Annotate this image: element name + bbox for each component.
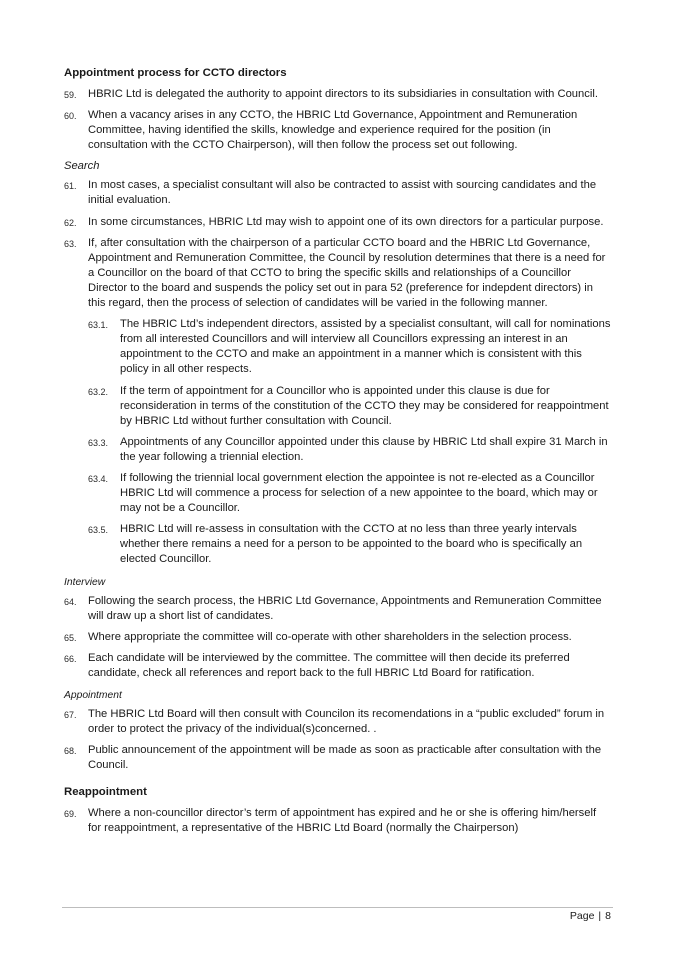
- paragraph-65: [64, 630, 612, 645]
- paragraph-number: 63.: [64, 238, 77, 249]
- paragraph-67: [64, 707, 612, 737]
- subparagraph-63-4: [64, 471, 612, 516]
- paragraph-61: [64, 178, 612, 208]
- paragraph-text: Following the search process, the HBRIC Ltd Governance, Appointments and Remuneration Committee will draw up a short list of candidates.: [88, 594, 602, 622]
- paragraph-text: When a vacancy arises in any CCTO, the HBRIC Ltd Governance, Appointment and Remuneration Committee, having identified the skills, knowledge and experience required for the position (in consultation with the CCTO Chairperson), will then follow the process set out following.: [88, 109, 578, 152]
- subparagraph-text: Appointments of any Councillor appointed under this clause by HBRIC Ltd shall expire 31 March in the year following a triennial election.: [120, 435, 608, 463]
- reappointment-heading: Reappointment: [64, 786, 147, 799]
- paragraph-number: 60.: [64, 111, 77, 122]
- paragraph-number: 62.: [64, 217, 77, 228]
- section-heading: Appointment process for CCTO directors: [64, 67, 287, 79]
- subparagraph-63-5: [64, 522, 612, 567]
- paragraph-text: Where appropriate the committee will co-operate with other shareholders in the selection process.: [88, 630, 572, 643]
- subparagraph-number: 63.2.: [88, 386, 109, 397]
- page-number: 8: [605, 910, 611, 922]
- paragraph-60: [64, 108, 612, 153]
- paragraph-number: 66.: [64, 653, 77, 664]
- subparagraph-text: If the term of appointment for a Councillor who is appointed under this clause is due for reconsideration in terms of the constitution of the CCTO they may be considered for reappointment by HBRIC Ltd without further consultation with Council.: [120, 384, 609, 427]
- paragraph-63: [64, 236, 612, 311]
- subparagraph-number: 63.5.: [88, 525, 109, 536]
- page-footer: [570, 909, 611, 923]
- paragraph-number: 68.: [64, 746, 77, 757]
- footer-divider: [62, 907, 613, 908]
- paragraph-text: If, after consultation with the chairperson of a particular CCTO board and the HBRIC Ltd Governance, Appointment and Remuneration Committee, the Council by resolution determines that there is a need for a Councillor on the board of that CCTO to bring the specific skills and relationships of a Councillor Director to the board and suspends the policy set out in para 52 (preference for indepdent directors) in this regard, then the process of selection of candidates will be varied in the following manner.: [88, 236, 606, 310]
- paragraph-62: [64, 215, 612, 230]
- paragraph-68: [64, 743, 612, 773]
- paragraph-number: 64.: [64, 596, 77, 607]
- paragraph-text: Public announcement of the appointment will be made as soon as practicable after consultation with the Council.: [88, 744, 602, 772]
- subparagraph-text: The HBRIC Ltd’s independent directors, assisted by a specialist consultant, will call for nominations from all interested Councillors and will interview all Councillors expressing an interest in an appointment to the CCTO and make an appointment in a manner which is consistent with this policy in all other respects.: [120, 318, 611, 376]
- page-label: Page: [569, 910, 595, 922]
- subheading-search: Search: [64, 160, 100, 173]
- paragraph-66: [64, 651, 612, 681]
- page-content: [64, 66, 612, 843]
- paragraph-64: [64, 594, 612, 624]
- subparagraph-number: 63.3.: [88, 437, 109, 448]
- subparagraph-63-1: [64, 317, 612, 377]
- paragraph-69: [64, 806, 612, 836]
- subheading-appointment: Appointment: [64, 690, 122, 701]
- paragraph-number: 61.: [64, 181, 77, 192]
- subparagraph-number: 63.1.: [88, 320, 109, 331]
- paragraph-number: 69.: [64, 809, 77, 820]
- paragraph-text: HBRIC Ltd is delegated the authority to appoint directors to its subsidiaries in consultation with Council.: [88, 88, 598, 100]
- paragraph-text: Each candidate will be interviewed by the committee. The committee will then decide its preferred candidate, check all references and report back to the full HBRIC Ltd Board for ratification.: [88, 651, 570, 679]
- paragraph-59: [64, 87, 612, 102]
- paragraph-text: In most cases, a specialist consultant will also be contracted to assist with sourcing candidates and the initial evaluation.: [88, 179, 597, 207]
- paragraph-number: 67.: [64, 710, 77, 720]
- subparagraph-text: If following the triennial local government election the appointee is not re-elected as a Councillor HBRIC Ltd will commence a process for selection of a new appointee to the board, which may or may not be a Councillor.: [120, 471, 598, 515]
- subparagraph-text: HBRIC Ltd will re-assess in consultation with the CCTO at no less than three yearly intervals whether there remains a need for a person to be appointed to the board who is specifically an elected Councillor.: [120, 523, 583, 566]
- subparagraph-63-2: [64, 384, 612, 429]
- subparagraph-number: 63.4.: [88, 473, 109, 484]
- paragraph-text: The HBRIC Ltd Board will then consult with Councilon its recomendations in a “public excluded” forum in order to protect the privacy of the individual(s)concerned. .: [88, 708, 605, 736]
- paragraph-number: 59.: [64, 90, 77, 100]
- paragraph-number: 65.: [64, 632, 77, 643]
- subheading-interview: Interview: [64, 576, 106, 588]
- paragraph-text: In some circumstances, HBRIC Ltd may wish to appoint one of its own directors for a particular purpose.: [88, 215, 604, 228]
- paragraph-text: Where a non-councillor director’s term of appointment has expired and he or she is offering him/herself for reappointment, a representative of the HBRIC Ltd Board (normally the Chairperson): [88, 807, 597, 835]
- footer-separator: |: [598, 910, 602, 922]
- subparagraph-63-3: [64, 435, 612, 465]
